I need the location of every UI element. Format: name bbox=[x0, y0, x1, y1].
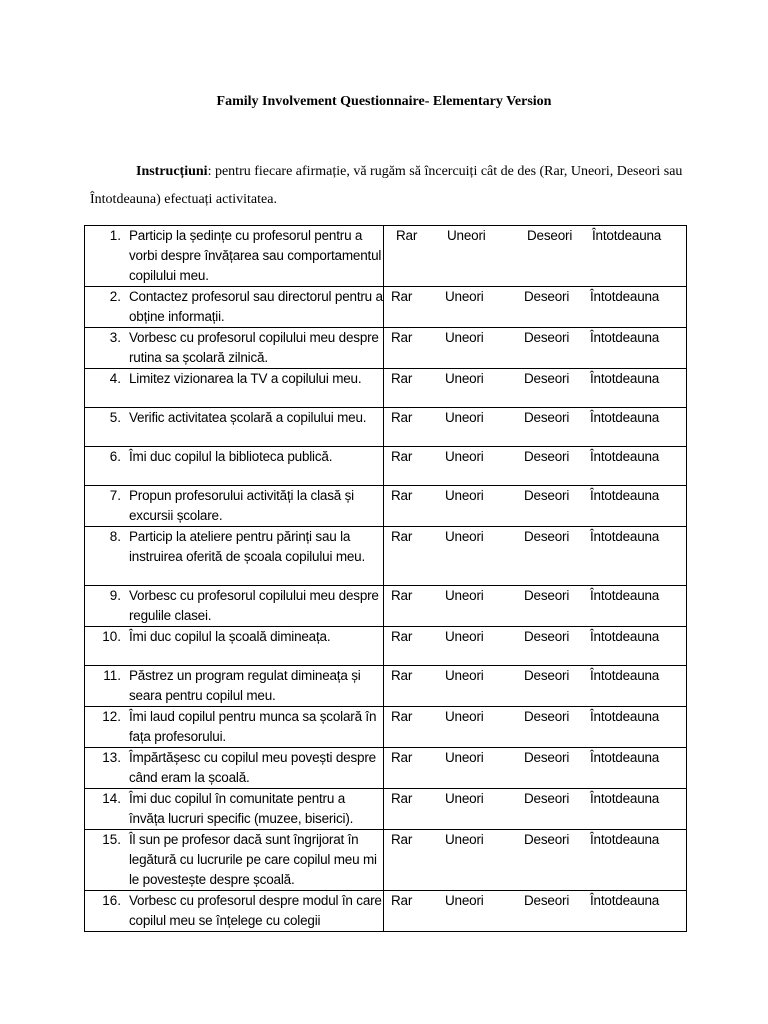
document-title: Family Involvement Questionnaire- Elementary Version bbox=[216, 94, 552, 109]
options-cell bbox=[384, 627, 687, 666]
question-cell bbox=[85, 287, 384, 328]
question-text: Particip la ședințe cu profesorul pentru a vorbi despre învățarea sau comportamentul copilului meu. bbox=[129, 228, 382, 283]
question-row bbox=[85, 891, 687, 932]
option-intotdeauna[interactable]: Întotdeauna bbox=[590, 529, 660, 544]
question-text: Îmi duc copilul în comunitate pentru a învăța lucruri specific (muzee, biserici). bbox=[129, 791, 354, 826]
instructions-paragraph bbox=[90, 158, 690, 214]
question-number: 12. bbox=[102, 709, 121, 724]
question-number: 5. bbox=[109, 410, 121, 425]
option-deseori[interactable]: Deseori bbox=[524, 289, 570, 304]
option-intotdeauna[interactable]: Întotdeauna bbox=[590, 449, 660, 464]
question-row bbox=[85, 789, 687, 830]
questionnaire-body bbox=[85, 226, 687, 932]
option-deseori[interactable]: Deseori bbox=[524, 588, 570, 603]
option-deseori[interactable]: Deseori bbox=[524, 791, 570, 806]
question-text: Păstrez un program regulat dimineața și seara pentru copilul meu. bbox=[129, 668, 361, 703]
options-cell bbox=[384, 287, 687, 328]
option-uneori[interactable]: Uneori bbox=[445, 709, 484, 724]
option-rar[interactable]: Rar bbox=[396, 228, 418, 243]
question-number: 8. bbox=[109, 529, 121, 544]
question-cell bbox=[85, 830, 384, 891]
option-deseori[interactable]: Deseori bbox=[527, 228, 573, 243]
option-intotdeauna[interactable]: Întotdeauna bbox=[590, 330, 660, 345]
question-row bbox=[85, 287, 687, 328]
option-uneori[interactable]: Uneori bbox=[445, 449, 484, 464]
question-cell bbox=[85, 226, 384, 287]
question-cell bbox=[85, 586, 384, 627]
options-cell bbox=[384, 226, 687, 287]
question-text: Vorbesc cu profesorul despre modul în care copilul meu se înțelege cu colegii bbox=[129, 893, 382, 928]
option-intotdeauna[interactable]: Întotdeauna bbox=[590, 893, 660, 908]
option-rar[interactable]: Rar bbox=[391, 449, 413, 464]
option-rar[interactable]: Rar bbox=[391, 371, 413, 386]
options-cell bbox=[384, 789, 687, 830]
question-cell bbox=[85, 527, 384, 586]
question-text: Îmi duc copilul la biblioteca publică. bbox=[129, 449, 333, 464]
option-intotdeauna[interactable]: Întotdeauna bbox=[590, 629, 660, 644]
question-row bbox=[85, 666, 687, 707]
questionnaire-table bbox=[84, 225, 687, 932]
option-uneori[interactable]: Uneori bbox=[445, 488, 484, 503]
option-intotdeauna[interactable]: Întotdeauna bbox=[590, 488, 660, 503]
question-row bbox=[85, 586, 687, 627]
options-cell bbox=[384, 586, 687, 627]
question-number: 3. bbox=[109, 330, 121, 345]
question-cell bbox=[85, 328, 384, 369]
option-deseori[interactable]: Deseori bbox=[524, 330, 570, 345]
question-cell bbox=[85, 707, 384, 748]
question-number: 14. bbox=[102, 791, 121, 806]
question-cell bbox=[85, 789, 384, 830]
option-deseori[interactable]: Deseori bbox=[524, 449, 570, 464]
question-row bbox=[85, 627, 687, 666]
question-row bbox=[85, 707, 687, 748]
option-intotdeauna[interactable]: Întotdeauna bbox=[590, 668, 660, 683]
option-deseori[interactable]: Deseori bbox=[524, 371, 570, 386]
option-deseori[interactable]: Deseori bbox=[524, 488, 570, 503]
option-uneori[interactable]: Uneori bbox=[445, 529, 484, 544]
question-text: Verific activitatea școlară a copilului meu. bbox=[129, 410, 367, 425]
option-uneori[interactable]: Uneori bbox=[445, 289, 484, 304]
option-uneori[interactable]: Uneori bbox=[445, 832, 484, 847]
option-rar[interactable]: Rar bbox=[391, 668, 413, 683]
option-rar[interactable]: Rar bbox=[391, 330, 413, 345]
option-uneori[interactable]: Uneori bbox=[445, 629, 484, 644]
option-rar[interactable]: Rar bbox=[391, 529, 413, 544]
question-number: 10. bbox=[102, 629, 121, 644]
question-row bbox=[85, 830, 687, 891]
option-rar[interactable]: Rar bbox=[391, 588, 413, 603]
option-deseori[interactable]: Deseori bbox=[524, 668, 570, 683]
question-cell bbox=[85, 447, 384, 486]
question-text: Vorbesc cu profesorul copilului meu despre rutina sa școlară zilnică. bbox=[129, 330, 379, 365]
option-deseori[interactable]: Deseori bbox=[524, 832, 570, 847]
option-intotdeauna[interactable]: Întotdeauna bbox=[590, 791, 660, 806]
question-row bbox=[85, 328, 687, 369]
question-number: 1. bbox=[109, 228, 121, 243]
question-number: 2. bbox=[109, 289, 121, 304]
question-number: 13. bbox=[102, 750, 121, 765]
option-intotdeauna[interactable]: Întotdeauna bbox=[590, 289, 660, 304]
option-rar[interactable]: Rar bbox=[391, 289, 413, 304]
question-cell bbox=[85, 369, 384, 408]
question-row bbox=[85, 447, 687, 486]
question-text: Particip la ateliere pentru părinți sau la instruirea oferită de școala copilului meu. bbox=[129, 529, 366, 564]
option-intotdeauna[interactable]: Întotdeauna bbox=[590, 410, 660, 425]
option-rar[interactable]: Rar bbox=[391, 832, 413, 847]
option-rar[interactable]: Rar bbox=[391, 893, 413, 908]
options-cell bbox=[384, 891, 687, 932]
option-intotdeauna[interactable]: Întotdeauna bbox=[590, 709, 660, 724]
question-text: Îmi duc copilul la școală dimineața. bbox=[129, 629, 331, 644]
question-text: Contactez profesorul sau directorul pentru a obține informații. bbox=[129, 289, 383, 324]
options-cell bbox=[384, 328, 687, 369]
options-cell bbox=[384, 486, 687, 527]
option-rar[interactable]: Rar bbox=[391, 410, 413, 425]
option-uneori[interactable]: Uneori bbox=[447, 228, 486, 243]
option-intotdeauna[interactable]: Întotdeauna bbox=[592, 228, 662, 243]
options-cell bbox=[384, 830, 687, 891]
options-cell bbox=[384, 369, 687, 408]
option-deseori[interactable]: Deseori bbox=[524, 709, 570, 724]
question-row bbox=[85, 369, 687, 408]
question-text: Limitez vizionarea la TV a copilului meu. bbox=[129, 371, 362, 386]
options-cell bbox=[384, 748, 687, 789]
option-uneori[interactable]: Uneori bbox=[445, 588, 484, 603]
question-number: 6. bbox=[109, 449, 121, 464]
option-uneori[interactable]: Uneori bbox=[445, 330, 484, 345]
option-uneori[interactable]: Uneori bbox=[445, 791, 484, 806]
question-text: Propun profesorului activități la clasă și excursii școlare. bbox=[129, 488, 354, 523]
option-uneori[interactable]: Uneori bbox=[445, 750, 484, 765]
option-intotdeauna[interactable]: Întotdeauna bbox=[590, 371, 660, 386]
question-cell bbox=[85, 748, 384, 789]
question-number: 4. bbox=[109, 371, 121, 386]
question-text: Vorbesc cu profesorul copilului meu despre regulile clasei. bbox=[129, 588, 379, 623]
question-text: Împărtășesc cu copilul meu povești despre când eram la școală. bbox=[129, 750, 376, 785]
options-cell bbox=[384, 447, 687, 486]
option-rar[interactable]: Rar bbox=[391, 791, 413, 806]
options-cell bbox=[384, 707, 687, 748]
question-cell bbox=[85, 666, 384, 707]
option-intotdeauna[interactable]: Întotdeauna bbox=[590, 588, 660, 603]
option-deseori[interactable]: Deseori bbox=[524, 529, 570, 544]
option-rar[interactable]: Rar bbox=[391, 709, 413, 724]
question-number: 16. bbox=[102, 893, 121, 908]
question-number: 7. bbox=[109, 488, 121, 503]
question-number: 11. bbox=[103, 668, 121, 683]
question-cell bbox=[85, 891, 384, 932]
question-row bbox=[85, 226, 687, 287]
option-deseori[interactable]: Deseori bbox=[524, 893, 570, 908]
option-deseori[interactable]: Deseori bbox=[524, 629, 570, 644]
option-intotdeauna[interactable]: Întotdeauna bbox=[590, 832, 660, 847]
option-intotdeauna[interactable]: Întotdeauna bbox=[590, 750, 660, 765]
question-row bbox=[85, 527, 687, 586]
question-number: 15. bbox=[102, 832, 121, 847]
question-cell bbox=[85, 408, 384, 447]
options-cell bbox=[384, 408, 687, 447]
option-deseori[interactable]: Deseori bbox=[524, 410, 570, 425]
instructions-text: : pentru fiecare afirmație, vă rugăm să încercuiți cât de des (Rar, Uneori, Deseori sau Întotdeauna) efectuați activitatea. bbox=[90, 164, 683, 207]
option-uneori[interactable]: Uneori bbox=[445, 668, 484, 683]
options-cell bbox=[384, 527, 687, 586]
options-cell bbox=[384, 666, 687, 707]
option-uneori[interactable]: Uneori bbox=[445, 371, 484, 386]
option-rar[interactable]: Rar bbox=[391, 750, 413, 765]
question-row bbox=[85, 486, 687, 527]
question-row bbox=[85, 408, 687, 447]
option-deseori[interactable]: Deseori bbox=[524, 750, 570, 765]
option-uneori[interactable]: Uneori bbox=[445, 893, 484, 908]
question-cell bbox=[85, 486, 384, 527]
question-row bbox=[85, 748, 687, 789]
option-rar[interactable]: Rar bbox=[391, 629, 413, 644]
question-number: 9. bbox=[109, 588, 121, 603]
option-rar[interactable]: Rar bbox=[391, 488, 413, 503]
option-uneori[interactable]: Uneori bbox=[445, 410, 484, 425]
instructions-label: Instrucțiuni bbox=[136, 164, 208, 179]
question-text: Îl sun pe profesor dacă sunt îngrijorat în legătură cu lucrurile pe care copilul meu mi le povestește despre școală. bbox=[129, 832, 377, 887]
question-cell bbox=[85, 627, 384, 666]
question-text: Îmi laud copilul pentru munca sa școlară în fața profesorului. bbox=[129, 709, 377, 744]
